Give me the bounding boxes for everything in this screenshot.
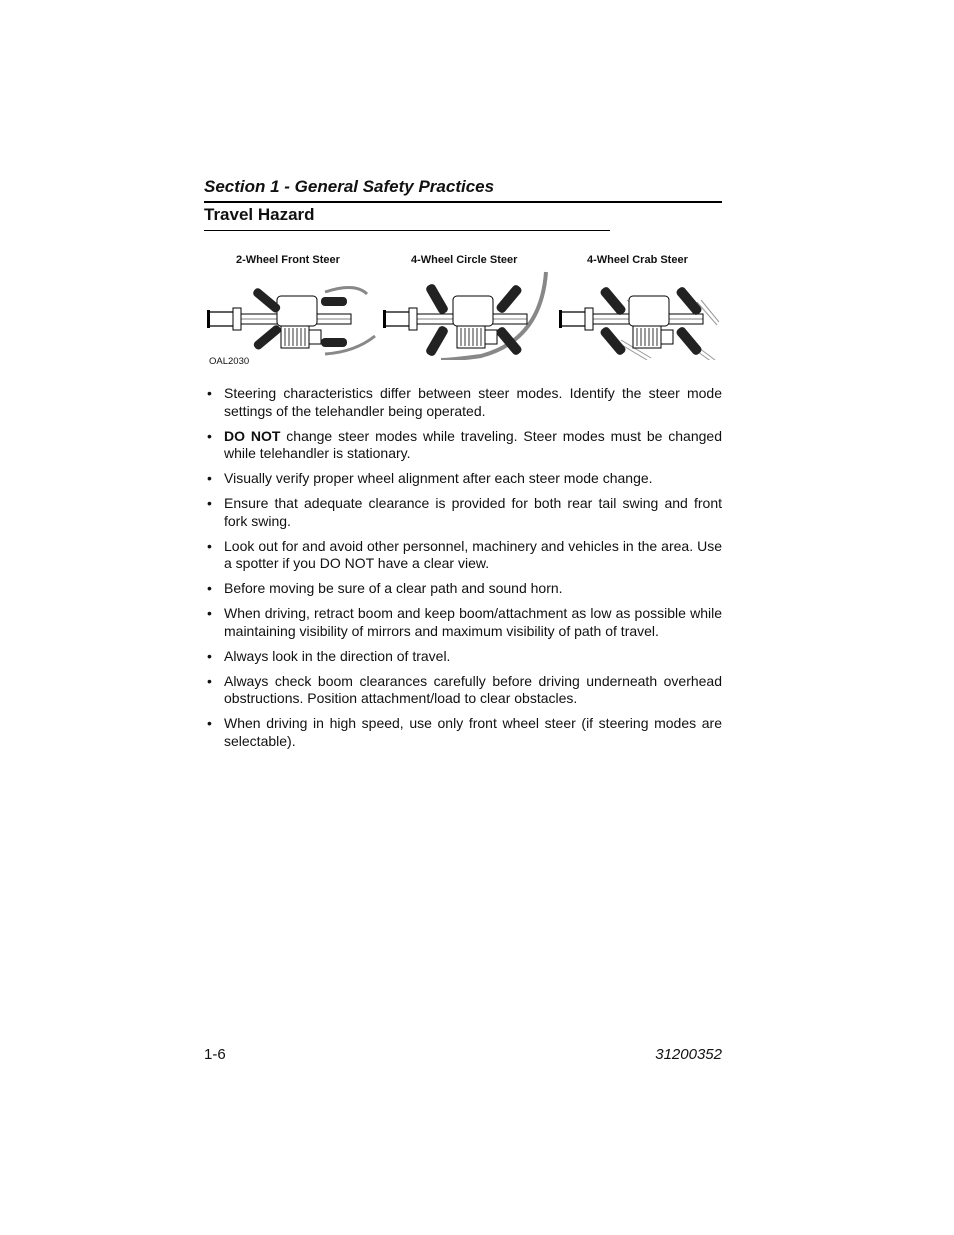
page-number: 1-6: [204, 1046, 226, 1063]
bullet-item: • Ensure that adequate clearance is provided for both rear tail swing and front fork swing.: [206, 495, 722, 530]
figure-label-circle-steer: 4-Wheel Circle Steer: [411, 254, 518, 266]
bullet-item: • Look out for and avoid other personnel, machinery and vehicles in the area. Use a spotter if you DO NOT have a clear view.: [206, 538, 722, 573]
section-title: Section 1 - General Safety Practices: [204, 177, 722, 203]
front-steer-diagram: [207, 287, 375, 354]
sub-title: Travel Hazard: [204, 205, 610, 231]
figure-code: OAL2030: [209, 356, 250, 367]
bullet-item: • Steering characteristics differ between steer modes. Identify the steer mode settings of the telehandler being operated.: [206, 385, 722, 420]
bullet-item: • When driving, retract boom and keep boom/attachment as low as possible while maintaining visibility of mirrors and maximum visibility of path of travel.: [206, 605, 722, 640]
bullet-item: • DO NOT change steer modes while traveling. Steer modes must be changed while telehandler is stationary.: [206, 428, 722, 463]
bullet-item: • Before moving be sure of a clear path and sound horn.: [206, 580, 722, 598]
bullet-item: • Always look in the direction of travel.: [206, 648, 722, 666]
bullet-item: • When driving in high speed, use only front wheel steer (if steering modes are selectable).: [206, 715, 722, 750]
bullet-list: [206, 385, 722, 758]
steer-modes-diagram: [205, 270, 725, 360]
circle-steer-diagram: [383, 272, 546, 360]
figure-label-crab-steer: 4-Wheel Crab Steer: [587, 254, 688, 266]
bullet-item: • Visually verify proper wheel alignment after each steer mode change.: [206, 470, 722, 488]
doc-number: 31200352: [655, 1046, 722, 1063]
crab-steer-diagram: [559, 286, 719, 360]
figure-label-front-steer: 2-Wheel Front Steer: [236, 254, 340, 266]
bullet-item: • Always check boom clearances carefully before driving underneath overhead obstructions. Position attachment/load to clear obstacles.: [206, 673, 722, 708]
